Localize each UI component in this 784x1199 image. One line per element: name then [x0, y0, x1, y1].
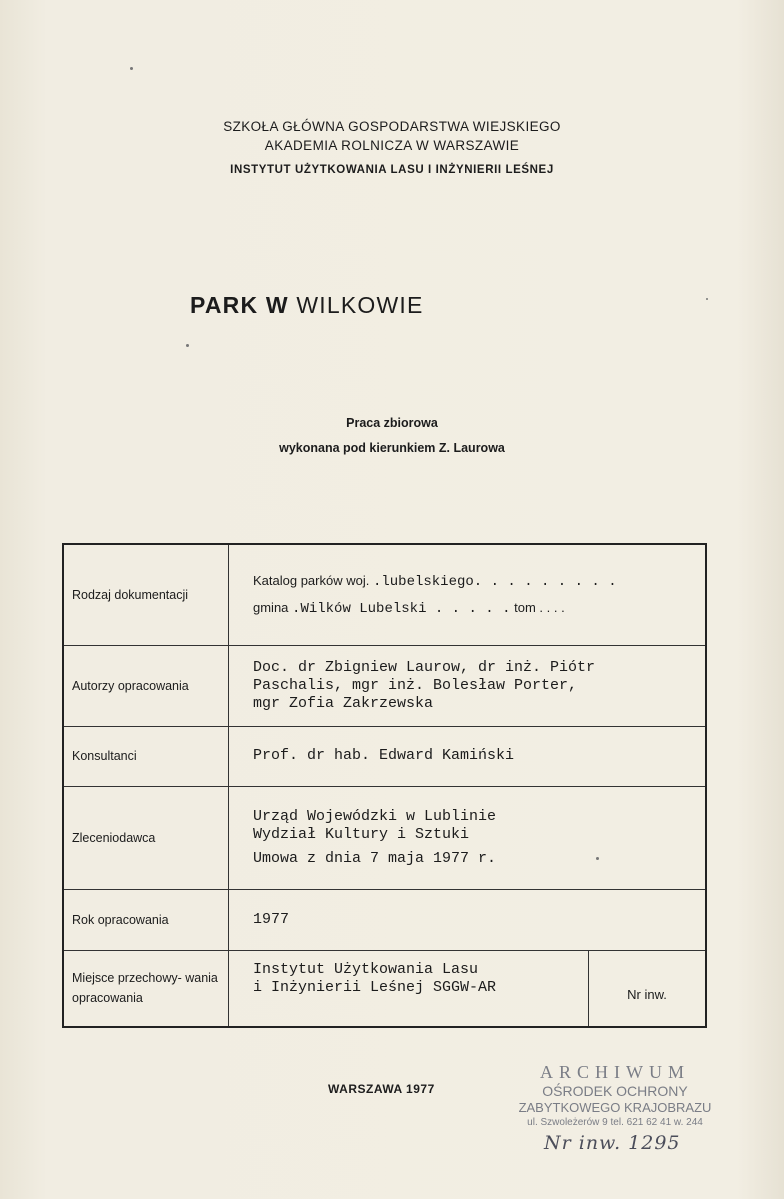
row-label: Konsultanci: [63, 726, 229, 786]
gmina-prefix: gmina: [253, 599, 289, 615]
table-row: [63, 889, 706, 950]
inventory-number-label: Nr inw.: [589, 950, 707, 1027]
document-title: [190, 292, 424, 319]
archive-stamp: [505, 1062, 725, 1130]
stamp-address: ul. Szwoleżerów 9 tel. 621 62 41 w. 244: [527, 1117, 703, 1128]
year-value: 1977: [229, 889, 707, 950]
paper-speck: [706, 298, 708, 300]
storage-line-2: i Inżynierii Leśnej SGGW-AR: [253, 978, 497, 996]
row-label: Rodzaj dokumentacji: [63, 544, 229, 645]
authors-line-1: Doc. dr Zbigniew Laurow, dr inż. Piótr: [253, 658, 596, 676]
stamp-archive: ARCHIWUM: [540, 1062, 690, 1082]
handwritten-inventory-number: Nr inw. 1295: [544, 1132, 681, 1154]
title-place: WILKOWIE: [296, 292, 424, 318]
catalog-line: [253, 572, 705, 591]
table-row: [63, 544, 706, 645]
commissioner-cell: [229, 786, 707, 889]
subtitle-collective-work: Praca zbiorowa: [346, 416, 438, 430]
storage-line-1: Instytut Użytkowania Lasu: [253, 960, 479, 978]
catalog-cell: [229, 544, 707, 645]
title-w: W: [265, 292, 289, 318]
authors-line-2: Paschalis, mgr inż. Bolesław Porter,: [253, 676, 578, 694]
stamp-landscape: ZABYTKOWEGO KRAJOBRAZU: [518, 1100, 712, 1115]
paper-speck: [130, 67, 133, 70]
academy-name: AKADEMIA ROLNICZA W WARSZAWIE: [264, 138, 520, 153]
storage-cell: [229, 950, 589, 1027]
table-row: [63, 950, 706, 1027]
subtitle-supervisor: wykonana pod kierunkiem Z. Laurowa: [279, 441, 505, 455]
university-name: SZKOŁA GŁÓWNA GOSPODARSTWA WIEJSKIEGO: [223, 119, 561, 134]
paper-speck: [186, 344, 189, 347]
authors-cell: [229, 645, 707, 726]
stamp-office: OŚRODEK OCHRONY: [542, 1083, 688, 1099]
row-label: Miejsce przechowy- wania opracowania: [63, 950, 229, 1027]
row-label: Rok opracowania: [63, 889, 229, 950]
table-row: [63, 645, 706, 726]
table-row: [63, 726, 706, 786]
row-label: Zleceniodawca: [63, 786, 229, 889]
voivodeship-value: .lubelskiego. . . . . . . . .: [372, 573, 617, 590]
commissioner-line-2: Wydział Kultury i Sztuki: [253, 825, 470, 843]
institute-name: INSTYTUT UŻYTKOWANIA LASU I INŻYNIERII LEŚNEJ: [230, 164, 554, 176]
row-label: Autorzy opracowania: [63, 645, 229, 726]
gmina-value: .Wilków Lubelski . . . . .: [292, 600, 511, 617]
title-park: PARK: [190, 292, 259, 318]
documentation-table: [62, 543, 707, 1028]
paper-speck: [596, 857, 599, 860]
commissioner-line-1: Urząd Wojewódzki w Lublinie: [253, 807, 497, 825]
consultants-value: Prof. dr hab. Edward Kamiński: [229, 726, 707, 786]
authors-line-3: mgr Zofia Zakrzewska: [253, 694, 434, 712]
gmina-line: [253, 599, 705, 618]
catalog-prefix: Katalog parków woj.: [253, 572, 370, 588]
contract-line: Umowa z dnia 7 maja 1977 r.: [253, 849, 497, 867]
table-row: [63, 786, 706, 889]
place-and-year: WARSZAWA 1977: [328, 1082, 435, 1096]
tom-label: tom . . . .: [514, 599, 565, 615]
